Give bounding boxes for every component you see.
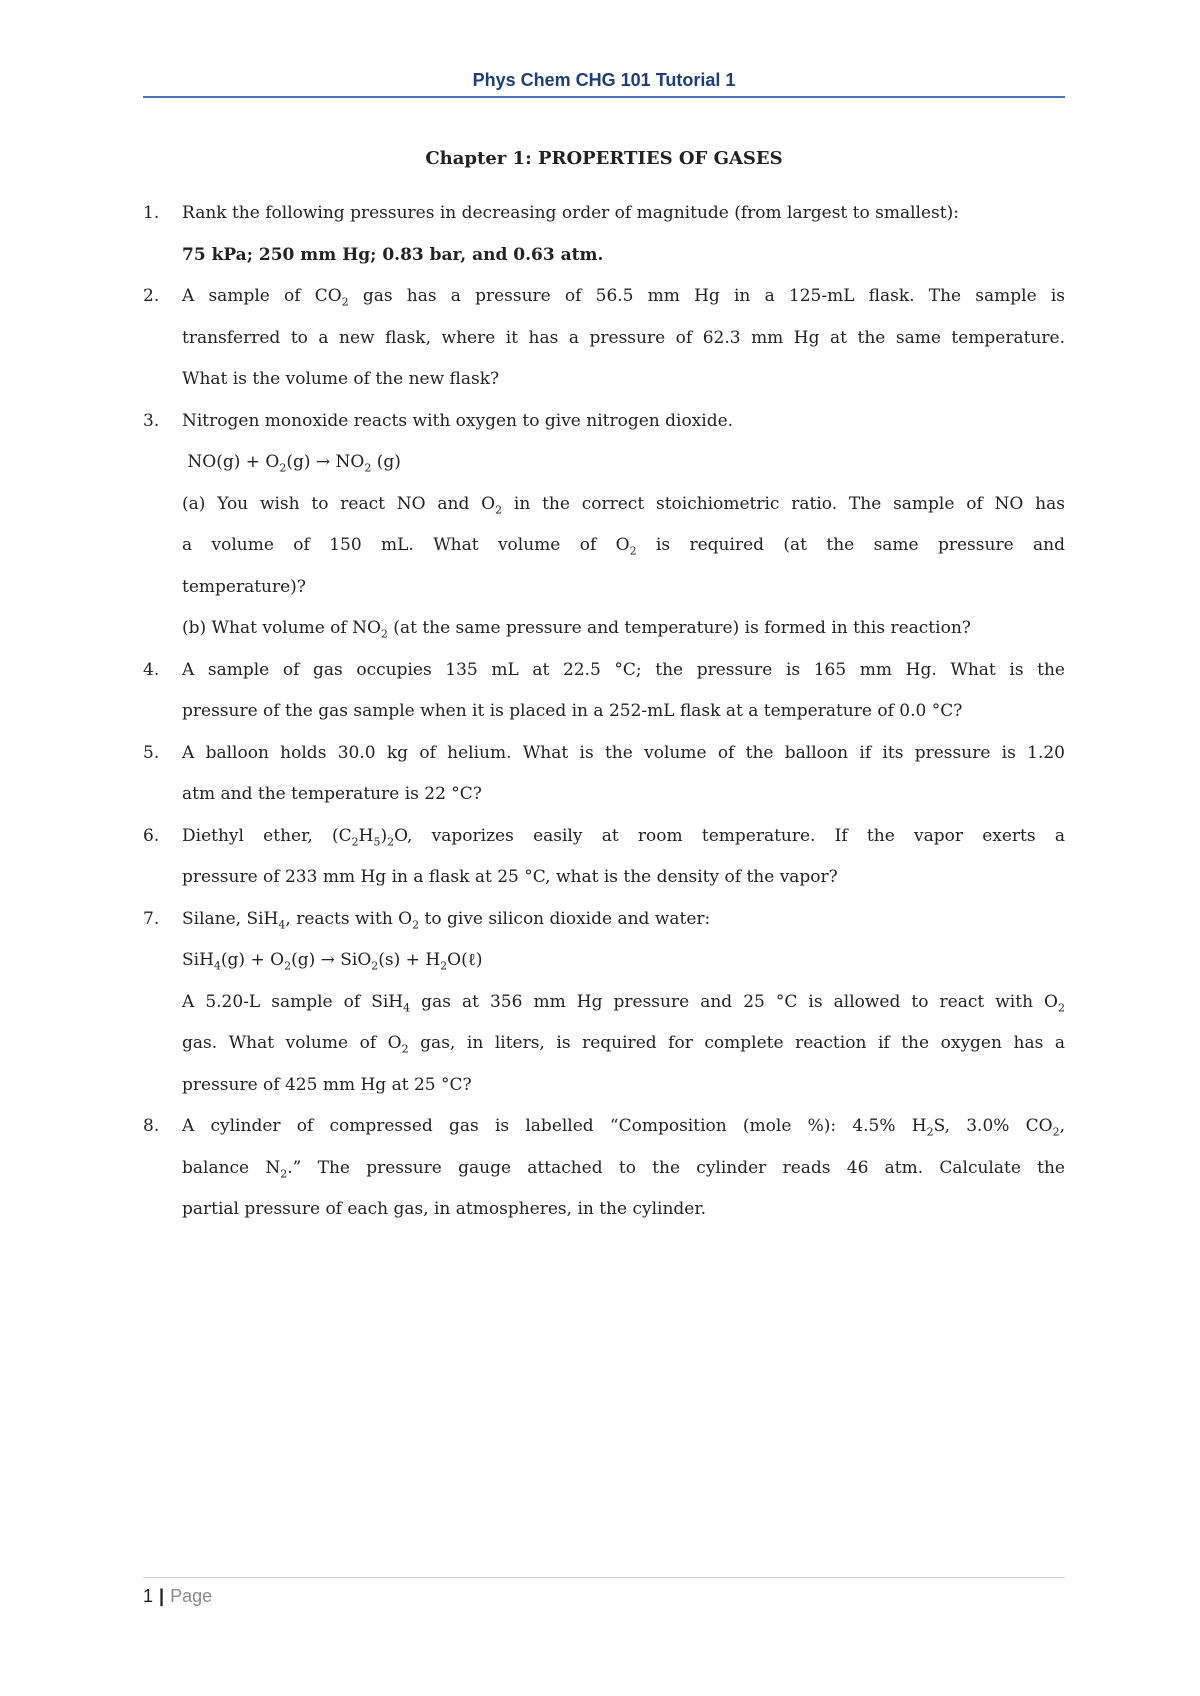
question-text-line: pressure of 233 mm Hg in a flask at 25 °C, what is the density of the vapor? [182, 867, 838, 887]
page-footer [143, 1586, 212, 1607]
header-divider [143, 96, 1065, 98]
page-label: Page [170, 1586, 213, 1606]
question-1 [143, 193, 1065, 276]
reaction-equation: $SiH_4(g) + O_2(g) \to SiO_2(s)$ + $H_2O(\ell)$ [182, 950, 483, 973]
question-number: 1. [143, 203, 160, 223]
question-text-line: Silane, SiH$_4$, reacts with $O_2$ to give silicon dioxide and water: [182, 908, 711, 931]
question-text: Rank the following pressures in decreasing order of magnitude (from largest to smallest): [182, 203, 959, 223]
question-text-line: What is the volume of the new flask? [182, 369, 500, 389]
page-number: 1 [143, 1586, 154, 1606]
footer-separator: | [159, 1586, 165, 1606]
question-2 [143, 276, 1065, 401]
chapter-title: Chapter 1: PROPERTIES OF GASES [425, 148, 783, 169]
part-a-text: temperature)? [182, 576, 306, 597]
part-a-text: a volume of 150 mL. What volume of $O_2$ is required (at the same pressure and [182, 535, 1065, 558]
question-5 [143, 733, 1065, 816]
question-number: 6. [143, 825, 160, 846]
question-text-line: A cylinder of compressed gas is labelled “Composition (mole %): 4.5% $H_2S$, 3.0% $CO_2$, [182, 1116, 1065, 1139]
part-a-text: (a) You wish to react NO and $O_2$ in the correct stoichiometric ratio. The sample of NO has [182, 493, 1065, 516]
reaction-equation: $NO(g) + O_2(g) \to NO_2$ (g) [187, 452, 401, 475]
question-number: 7. [143, 908, 160, 929]
question-text-line: atm and the temperature is 22 °C? [182, 784, 482, 804]
part-b-text: (b) What volume of $NO_2$ (at the same pressure and temperature) is formed in this reaction? [182, 618, 971, 641]
question-text-line: balance $N_2$.” The pressure gauge attached to the cylinder reads 46 atm. Calculate the [182, 1157, 1065, 1180]
question-list [143, 193, 1065, 1231]
question-text-line: Nitrogen monoxide reacts with oxygen to give nitrogen dioxide. [182, 410, 734, 431]
question-number: 2. [143, 286, 160, 306]
question-number: 8. [143, 1116, 160, 1136]
question-text-line: gas. What volume of $O_2$ gas, in liters, is required for complete reaction if the oxygen has a [182, 1033, 1065, 1056]
question-text-line: A balloon holds 30.0 kg of helium. What is the volume of the balloon if its pressure is 1.20 [182, 742, 1065, 763]
question-4 [143, 650, 1065, 733]
question-text-line: A sample of gas occupies 135 mL at 22.5 °C; the pressure is 165 mm Hg. What is the [182, 659, 1065, 680]
question-text-line: transferred to a new flask, where it has a pressure of 62.3 mm Hg at the same temperature. [182, 327, 1065, 348]
question-text-line: partial pressure of each gas, in atmospheres, in the cylinder. [182, 1199, 707, 1219]
question-8 [143, 1106, 1065, 1231]
question-3 [143, 401, 1065, 650]
question-number: 3. [143, 410, 160, 431]
pressure-values: 75 kPa; 250 mm Hg; 0.83 bar, and 0.63 atm. [182, 244, 604, 265]
question-text-line: pressure of the gas sample when it is placed in a 252-mL flask at a temperature of 0.0 °C? [182, 701, 963, 721]
question-7 [143, 899, 1065, 1107]
question-number: 4. [143, 659, 160, 680]
footer-divider [143, 1577, 1065, 1578]
question-text-line: pressure of 425 mm Hg at 25 °C? [182, 1074, 472, 1095]
question-6 [143, 816, 1065, 899]
page-header: Phys Chem CHG 101 Tutorial 1 [472, 70, 736, 90]
question-text-line: A sample of $CO_2$ gas has a pressure of 56.5 mm Hg in a 125-mL flask. The sample is [182, 286, 1065, 309]
question-text-line: Diethyl ether, $(C_2H_5)_2O$, vaporizes easily at room temperature. If the vapor exerts a [182, 825, 1065, 848]
question-number: 5. [143, 742, 160, 763]
question-text-line: A 5.20-L sample of SiH$_4$ gas at 356 mm Hg pressure and 25 °C is allowed to react with $O_2$ [182, 991, 1065, 1014]
